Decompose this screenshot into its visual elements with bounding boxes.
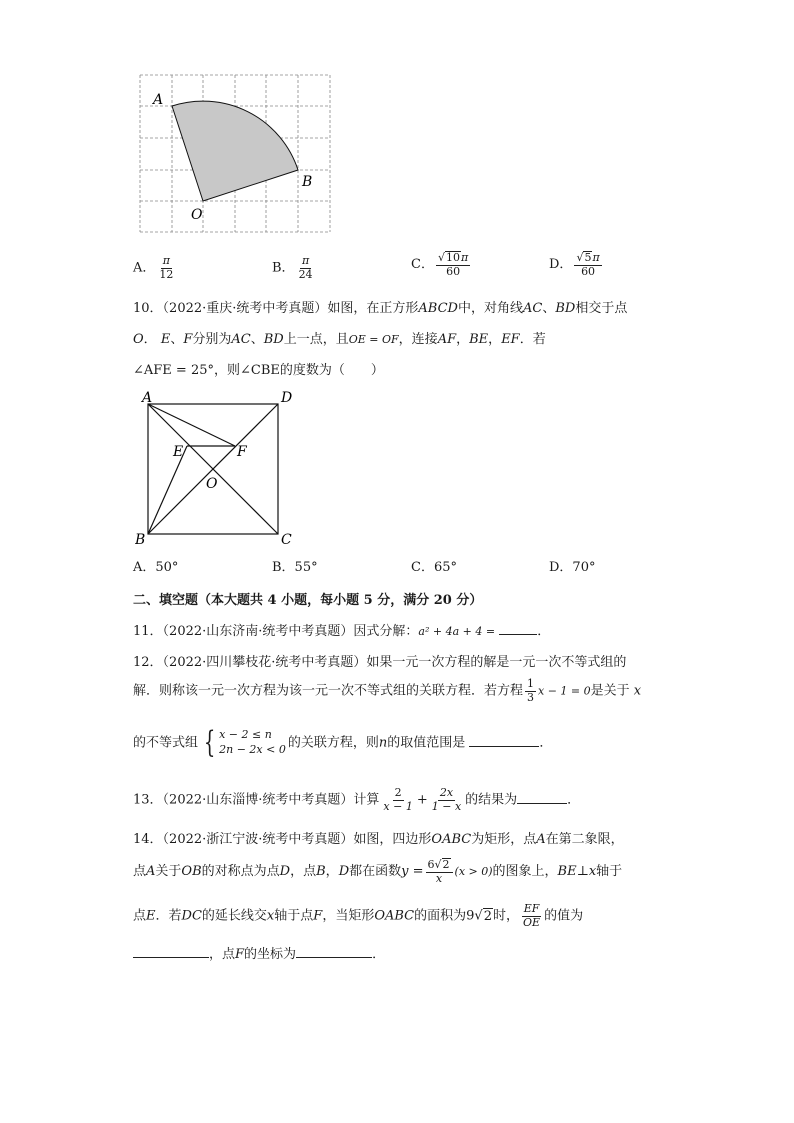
q10-line3: ∠AFE = 25°，则∠CBE的度数为（ ）: [133, 363, 384, 378]
q10-option-d: D．70°: [549, 560, 596, 575]
q9-sector-figure: [135, 70, 335, 240]
fig10-label-d: D: [281, 390, 293, 406]
q10-option-b: B．55°: [272, 560, 318, 575]
sector-shape: [172, 101, 298, 201]
q9-option-a: A． $\frac{\pi}{12}$: [133, 254, 174, 281]
q9-option-c: C． $\frac{√10\pi}{60}$: [411, 251, 469, 278]
label-o: O: [191, 207, 203, 223]
fig10-label-b: B: [135, 532, 146, 546]
label-b: B: [302, 174, 313, 190]
q10-square-figure: [135, 386, 300, 546]
q14-answer-blank-2[interactable]: [296, 945, 372, 958]
q9-option-b: B． $\frac{\pi}{24}$: [272, 254, 313, 281]
q10-option-a: A．50°: [133, 560, 179, 575]
q10-line2: O． E、F分别为AC、BD上一点，且OE = OF，连接AF，BE，EF．若: [133, 332, 546, 347]
fig10-label-a: A: [142, 390, 153, 406]
q14-line2: 点A关于OB的对称点为点D，点B，D都在函数y = $\frac{6√2}{x}$ (x > 0)的图象上，BE⊥x轴于: [133, 858, 623, 885]
q12-line2: 解．则称该一元一次方程为该一元一次不等式组的关联方程．若方程 $\frac{1}{3}$ x − 1 = 0是关于 x: [133, 677, 642, 704]
q12-line3: 的不等式组 { x − 2 ≤ n 2n − 2x < 0 的关联方程，则n的取值范围是 ．: [133, 725, 553, 760]
q9-option-d: D． $\frac{√5\pi}{60}$: [549, 251, 600, 278]
q13-answer-blank[interactable]: [517, 791, 567, 804]
q14-answer-blank-1[interactable]: [133, 945, 209, 958]
q14-line4: ，点F的坐标为 ．: [133, 943, 385, 962]
q10-line1: 10．（2022·重庆·统考中考真题）如图，在正方形ABCD中，对角线AC、BD相交于点: [133, 301, 628, 316]
q12-answer-blank[interactable]: [469, 734, 539, 747]
label-a: A: [153, 92, 164, 108]
fig10-label-o: O: [206, 476, 218, 492]
fig10-label-c: C: [281, 532, 292, 546]
q11-answer-blank[interactable]: [499, 622, 537, 635]
section-heading: 二、填空题（本大题共 4 小题，每小题 5 分，满分 20 分）: [133, 593, 483, 608]
q12-line1: 12．（2022·四川攀枝花·统考中考真题）如果一元一次方程的解是一元一次不等式组的: [133, 655, 627, 670]
q11: 11．（2022·山东济南·统考中考真题）因式分解：a² + 4a + 4 = ．: [133, 624, 551, 639]
q13: 13．（2022·山东淄博·统考中考真题）计算 $\frac{2}{x - 1}$ + $\frac{2x}{1 - x}$ 的结果为 ．: [133, 786, 581, 813]
q14-line3: 点E．若DC的延长线交x轴于点F，当矩形OABC的面积为9√2时， $\frac{EF}{OE}$ 的值为: [133, 902, 584, 929]
fig10-label-f: F: [237, 444, 247, 460]
fig10-label-e: E: [173, 444, 184, 460]
q10-option-c: C．65°: [411, 560, 457, 575]
q14-line1: 14．（2022·浙江宁波·统考中考真题）如图，四边形OABC为矩形，点A在第二象限，: [133, 832, 624, 847]
